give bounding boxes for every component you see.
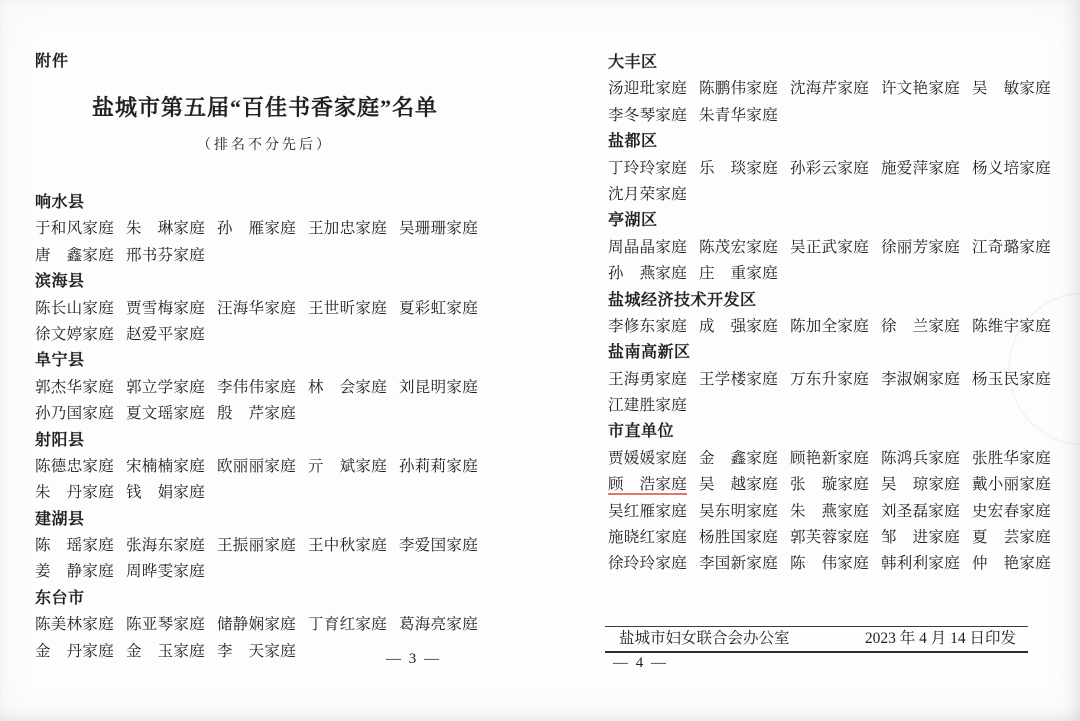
section-title: 东台市 bbox=[35, 589, 85, 607]
family-name: 张海东家庭 bbox=[126, 537, 206, 555]
family-name: 许文艳家庭 bbox=[881, 80, 961, 98]
family-name: 陈亚琴家庭 bbox=[126, 616, 206, 634]
page-title: 盐城市第五届“百佳书香家庭”名单 bbox=[91, 95, 438, 120]
family-name: 葛海亮家庭 bbox=[399, 616, 479, 634]
family-name: 陈鸿兵家庭 bbox=[881, 449, 961, 467]
section-title: 盐都区 bbox=[608, 133, 658, 151]
family-name: 刘昆明家庭 bbox=[399, 378, 479, 396]
family-name: 钱 娟家庭 bbox=[126, 484, 206, 502]
name-row bbox=[608, 314, 1052, 340]
name-row bbox=[35, 296, 495, 322]
section-rows bbox=[35, 454, 495, 507]
name-row bbox=[35, 243, 495, 269]
name-row bbox=[35, 480, 495, 506]
section-title: 大丰区 bbox=[608, 54, 658, 71]
section-title: 射阳县 bbox=[35, 431, 85, 449]
family-name: 张 璇家庭 bbox=[790, 476, 870, 494]
family-name: 孙乃国家庭 bbox=[35, 405, 115, 423]
family-name: 林 会家庭 bbox=[308, 378, 388, 396]
section-title: 盐城经济技术开发区 bbox=[608, 291, 757, 309]
family-name: 郭立学家庭 bbox=[126, 378, 206, 396]
family-name: 杨义培家庭 bbox=[972, 159, 1052, 177]
family-name: 朱 琳家庭 bbox=[126, 220, 206, 238]
family-name: 殷 芹家庭 bbox=[217, 405, 297, 423]
name-row bbox=[608, 261, 1032, 287]
family-name: 杨玉民家庭 bbox=[972, 370, 1052, 388]
name-row bbox=[35, 454, 495, 480]
family-name: 邹 进家庭 bbox=[881, 529, 961, 547]
name-row bbox=[608, 103, 1032, 129]
section-title: 阜宁县 bbox=[35, 352, 85, 370]
family-name: 夏 芸家庭 bbox=[972, 529, 1052, 547]
family-name: 王加忠家庭 bbox=[308, 220, 388, 238]
right-page-sections bbox=[608, 50, 1052, 578]
family-name: 欧丽丽家庭 bbox=[217, 457, 297, 475]
section bbox=[608, 340, 1052, 419]
family-name: 杨胜国家庭 bbox=[699, 529, 779, 547]
family-name: 王海勇家庭 bbox=[608, 370, 688, 388]
family-name: 刘圣磊家庭 bbox=[881, 502, 961, 520]
family-name: 金 丹家庭 bbox=[35, 642, 115, 660]
section-title: 建湖县 bbox=[35, 510, 85, 528]
family-name: 施爱萍家庭 bbox=[881, 159, 961, 177]
name-row bbox=[608, 235, 1052, 261]
family-name: 成 强家庭 bbox=[699, 317, 779, 335]
family-name: 郭杰华家庭 bbox=[35, 378, 115, 396]
footer-rule-bottom bbox=[605, 651, 1028, 653]
family-name: 沈月荣家庭 bbox=[608, 185, 688, 203]
document-footer bbox=[605, 626, 1028, 653]
family-name: 王世昕家庭 bbox=[308, 299, 388, 317]
name-row bbox=[35, 401, 495, 427]
name-row bbox=[608, 156, 1052, 182]
section-rows bbox=[608, 235, 1052, 288]
section bbox=[608, 129, 1052, 208]
name-row bbox=[35, 322, 495, 348]
family-name: 周晔雯家庭 bbox=[126, 563, 206, 581]
page-number-right: — 4 — bbox=[613, 655, 668, 671]
family-name: 朱 丹家庭 bbox=[35, 484, 115, 502]
family-name: 丁玲玲家庭 bbox=[608, 159, 688, 177]
section-rows bbox=[608, 367, 1052, 420]
family-name: 陈德忠家庭 bbox=[35, 457, 115, 475]
family-name: 江奇璐家庭 bbox=[972, 238, 1052, 256]
name-row bbox=[608, 76, 1052, 102]
family-name: 储静娴家庭 bbox=[217, 616, 297, 634]
family-name: 万东升家庭 bbox=[790, 370, 870, 388]
family-name: 宋楠楠家庭 bbox=[126, 457, 206, 475]
highlighted-family-name: 顾 浩家庭 bbox=[608, 476, 688, 494]
family-name: 吴 琼家庭 bbox=[881, 476, 961, 494]
name-row bbox=[608, 499, 1052, 525]
family-name: 孙 雁家庭 bbox=[217, 220, 297, 238]
attachment-label: 附件 bbox=[35, 53, 70, 70]
section-title: 盐南高新区 bbox=[608, 344, 691, 362]
family-name: 夏文瑶家庭 bbox=[126, 405, 206, 423]
family-name: 唐 鑫家庭 bbox=[35, 246, 115, 264]
section bbox=[35, 269, 495, 348]
family-name: 李冬琴家庭 bbox=[608, 106, 688, 124]
family-name: 金 鑫家庭 bbox=[699, 449, 779, 467]
name-row bbox=[608, 367, 1052, 393]
family-name: 孙彩云家庭 bbox=[790, 159, 870, 177]
document-subtitle: （排名不分先后） bbox=[197, 138, 333, 153]
section bbox=[35, 348, 495, 427]
name-row bbox=[35, 216, 495, 242]
family-name: 徐文婷家庭 bbox=[35, 325, 115, 343]
family-name: 仲 艳家庭 bbox=[972, 555, 1052, 573]
family-name: 陈鹏伟家庭 bbox=[699, 80, 779, 98]
family-name: 李修东家庭 bbox=[608, 317, 688, 335]
family-name: 丁育红家庭 bbox=[308, 616, 388, 634]
family-name: 朱青华家庭 bbox=[699, 106, 779, 124]
family-name: 贾雪梅家庭 bbox=[126, 299, 206, 317]
family-name: 汪海华家庭 bbox=[217, 299, 297, 317]
name-row bbox=[35, 612, 495, 638]
family-name: 吴东明家庭 bbox=[699, 502, 779, 520]
family-name: 王振丽家庭 bbox=[217, 537, 297, 555]
family-name: 邢书芬家庭 bbox=[126, 246, 206, 264]
section-rows bbox=[608, 314, 1052, 340]
section bbox=[608, 288, 1052, 341]
section-rows bbox=[35, 533, 495, 586]
section-rows bbox=[608, 76, 1052, 129]
family-name: 金 玉家庭 bbox=[126, 642, 206, 660]
family-name: 陈 伟家庭 bbox=[790, 555, 870, 573]
family-name: 史宏春家庭 bbox=[972, 502, 1052, 520]
family-name: 于和风家庭 bbox=[35, 220, 115, 238]
section-rows bbox=[35, 375, 495, 428]
left-page-sections bbox=[35, 190, 495, 665]
family-name: 贾媛媛家庭 bbox=[608, 449, 688, 467]
family-name: 陈茂宏家庭 bbox=[699, 238, 779, 256]
name-row bbox=[608, 393, 1032, 419]
name-row bbox=[35, 533, 495, 559]
family-name: 张胜华家庭 bbox=[972, 449, 1052, 467]
family-name: 陈长山家庭 bbox=[35, 299, 115, 317]
name-row bbox=[35, 375, 495, 401]
family-name: 徐玲玲家庭 bbox=[608, 555, 688, 573]
family-name: 陈加全家庭 bbox=[790, 317, 870, 335]
family-name: 吴 越家庭 bbox=[699, 476, 779, 494]
name-row bbox=[608, 182, 1032, 208]
family-name: 庄 重家庭 bbox=[699, 265, 779, 283]
family-name: 姜 静家庭 bbox=[35, 563, 115, 581]
section bbox=[35, 190, 495, 269]
family-name: 赵爱平家庭 bbox=[126, 325, 206, 343]
family-name: 徐丽芳家庭 bbox=[881, 238, 961, 256]
family-name: 乐 琰家庭 bbox=[699, 159, 779, 177]
family-name: 李爱国家庭 bbox=[399, 537, 479, 555]
family-name: 徐 兰家庭 bbox=[881, 317, 961, 335]
family-name: 吴红雁家庭 bbox=[608, 502, 688, 520]
family-name: 吴 敏家庭 bbox=[972, 80, 1052, 98]
family-name: 李伟伟家庭 bbox=[217, 378, 297, 396]
section-rows bbox=[35, 216, 495, 269]
family-name: 朱 燕家庭 bbox=[790, 502, 870, 520]
section-rows bbox=[35, 296, 495, 349]
right-page bbox=[608, 50, 1052, 578]
family-name: 施晓红家庭 bbox=[608, 529, 688, 547]
footer-office: 盐城市妇女联合会办公室 bbox=[619, 630, 790, 647]
family-name: 亓 斌家庭 bbox=[308, 457, 388, 475]
family-name: 汤迎玭家庭 bbox=[608, 80, 688, 98]
name-row bbox=[608, 446, 1052, 472]
section-title: 滨海县 bbox=[35, 273, 85, 291]
section bbox=[608, 419, 1052, 577]
family-name: 孙 燕家庭 bbox=[608, 265, 688, 283]
name-row bbox=[608, 551, 1052, 577]
page-number-left: — 3 — bbox=[386, 651, 441, 667]
family-name: 孙莉莉家庭 bbox=[399, 457, 479, 475]
name-row bbox=[35, 559, 495, 585]
family-name: 顾艳新家庭 bbox=[790, 449, 870, 467]
family-name: 韩利利家庭 bbox=[881, 555, 961, 573]
family-name: 李国新家庭 bbox=[699, 555, 779, 573]
section bbox=[608, 50, 1052, 129]
family-name: 陈 瑶家庭 bbox=[35, 537, 115, 555]
family-name: 陈维宇家庭 bbox=[972, 317, 1052, 335]
family-name: 沈海芹家庭 bbox=[790, 80, 870, 98]
family-name: 王中秋家庭 bbox=[308, 537, 388, 555]
family-name: 郭芙蓉家庭 bbox=[790, 529, 870, 547]
section-rows bbox=[608, 446, 1052, 578]
section bbox=[35, 428, 495, 507]
section-title: 市直单位 bbox=[608, 423, 675, 441]
footer-row bbox=[605, 627, 1028, 651]
family-name: 王学楼家庭 bbox=[699, 370, 779, 388]
family-name: 江建胜家庭 bbox=[608, 397, 688, 415]
section-title: 亭湖区 bbox=[608, 212, 658, 230]
footer-print-date: 2023 年 4 月 14 日印发 bbox=[864, 630, 1016, 647]
section-title: 响水县 bbox=[35, 194, 85, 211]
name-row bbox=[608, 525, 1052, 551]
family-name: 吴正武家庭 bbox=[790, 238, 870, 256]
section-rows bbox=[608, 156, 1052, 209]
left-page bbox=[35, 52, 495, 665]
section bbox=[608, 208, 1052, 287]
family-name: 周晶晶家庭 bbox=[608, 238, 688, 256]
family-name: 戴小丽家庭 bbox=[972, 476, 1052, 494]
section bbox=[35, 507, 495, 586]
family-name: 李 天家庭 bbox=[217, 642, 297, 660]
name-row bbox=[608, 472, 1052, 498]
family-name: 夏彩虹家庭 bbox=[399, 299, 479, 317]
family-name: 吴珊珊家庭 bbox=[399, 220, 479, 238]
family-name: 陈美林家庭 bbox=[35, 616, 115, 634]
family-name: 李淑娴家庭 bbox=[881, 370, 961, 388]
